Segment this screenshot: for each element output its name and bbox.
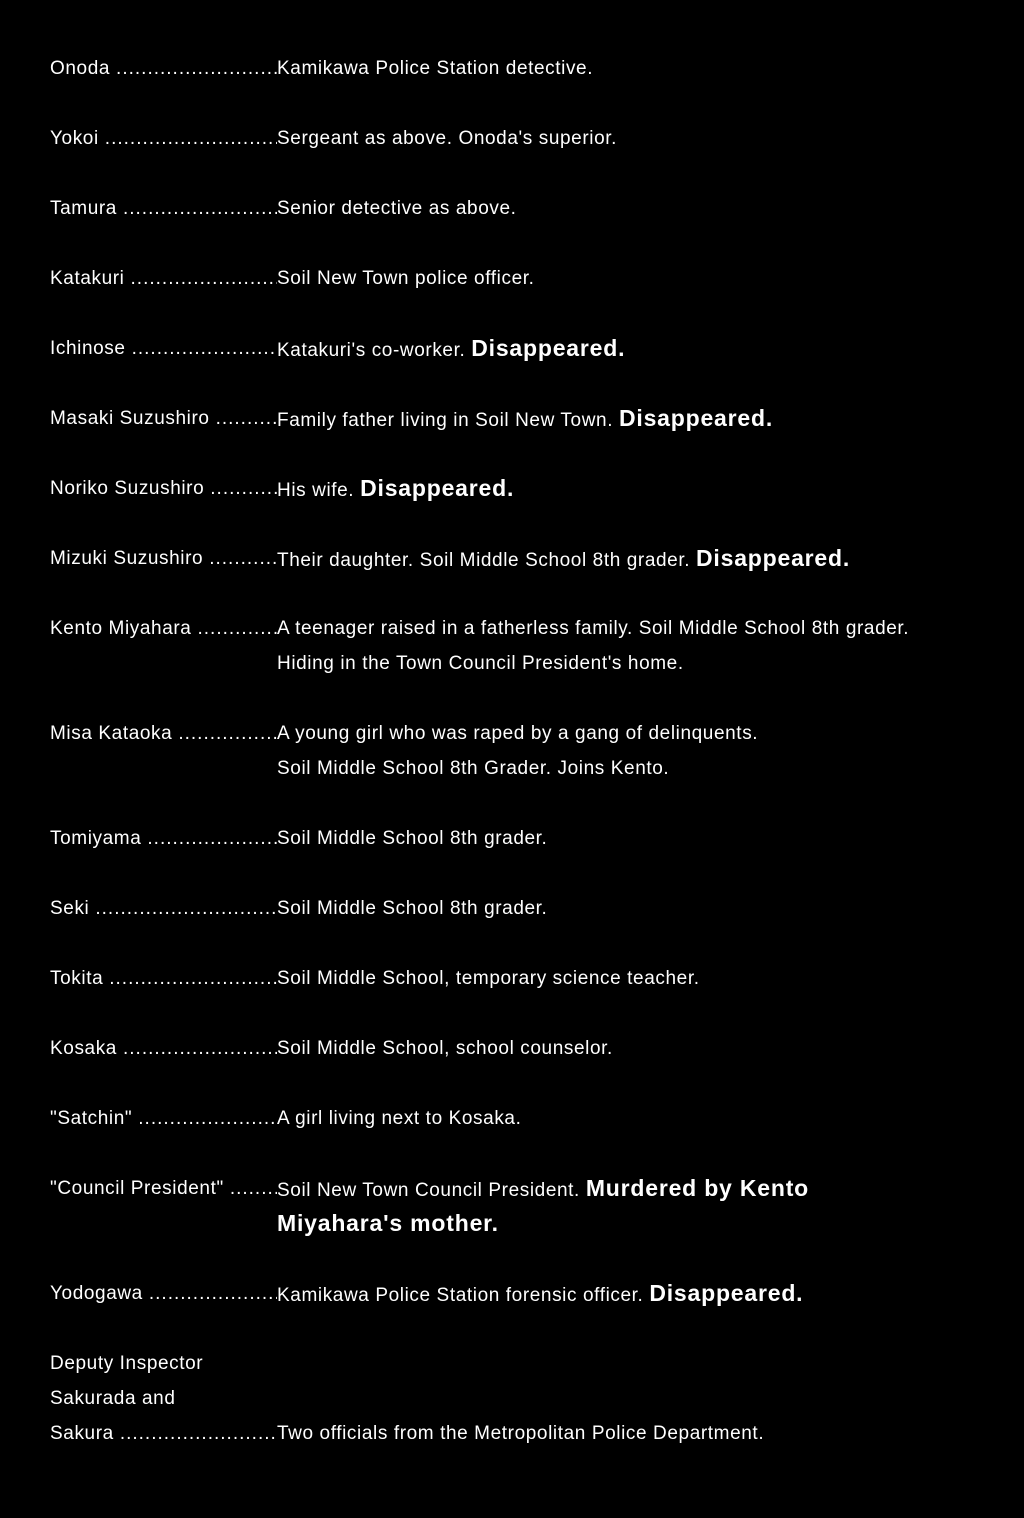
description-text: Kamikawa Police Station forensic officer. — [277, 1285, 644, 1306]
character-name-text: Katakuri — [50, 268, 125, 289]
description-text: Soil New Town Council President. — [277, 1180, 580, 1201]
character-name — [50, 121, 277, 156]
character-entry — [50, 471, 990, 506]
description-line — [277, 611, 977, 646]
dot-leader — [132, 331, 277, 366]
description-line — [277, 891, 977, 926]
dot-leader — [120, 1416, 277, 1451]
character-description — [277, 51, 977, 86]
description-line — [277, 646, 977, 681]
dot-leader — [216, 401, 277, 436]
character-name-line — [50, 51, 277, 86]
dot-leader — [147, 821, 277, 856]
character-name-line — [50, 1101, 277, 1136]
character-description — [277, 1346, 977, 1451]
character-entry — [50, 961, 990, 996]
character-entry — [50, 261, 990, 296]
character-name — [50, 611, 277, 646]
description-line — [277, 1171, 977, 1206]
character-name — [50, 401, 277, 436]
dot-leader — [210, 471, 277, 506]
character-name — [50, 1031, 277, 1066]
character-name-line — [50, 261, 277, 296]
description-line — [277, 401, 977, 436]
character-description — [277, 1171, 977, 1241]
description-text: A teenager raised in a fatherless family. Soil Middle School 8th grader. — [277, 618, 910, 639]
description-line — [277, 961, 977, 996]
status-emphasis: Miyahara's mother. — [277, 1210, 499, 1236]
character-name-text: Yodogawa — [50, 1283, 143, 1304]
character-name-line — [50, 121, 277, 156]
description-text: Hiding in the Town Council President's home. — [277, 653, 684, 674]
character-entry — [50, 541, 990, 576]
character-name-line — [50, 1171, 277, 1206]
character-description — [277, 891, 977, 926]
character-description — [277, 1101, 977, 1136]
character-description — [277, 331, 977, 366]
dot-leader — [138, 1101, 277, 1136]
dot-leader — [230, 1171, 277, 1206]
character-entry — [50, 1171, 990, 1241]
character-entry — [50, 1031, 990, 1066]
character-name — [50, 961, 277, 996]
character-description — [277, 1031, 977, 1066]
character-name — [50, 331, 277, 366]
character-description — [277, 716, 977, 786]
description-text: A girl living next to Kosaka. — [277, 1108, 522, 1129]
description-text: Soil New Town police officer. — [277, 268, 535, 289]
description-line — [277, 1206, 977, 1241]
character-description — [277, 261, 977, 296]
character-name-text: Mizuki Suzushiro — [50, 548, 204, 569]
character-name-text: Seki — [50, 898, 90, 919]
description-text: Soil Middle School 8th Grader. Joins Kento. — [277, 758, 670, 779]
character-entry — [50, 891, 990, 926]
character-name — [50, 51, 277, 86]
dot-leader — [131, 261, 277, 296]
character-name — [50, 1171, 277, 1206]
description-line — [277, 1381, 977, 1416]
description-text: Soil Middle School 8th grader. — [277, 898, 548, 919]
dot-leader — [123, 1031, 277, 1066]
dot-leader — [105, 121, 277, 156]
character-name-line — [50, 471, 277, 506]
description-line — [277, 1031, 977, 1066]
description-line — [277, 1101, 977, 1136]
description-line — [277, 471, 977, 506]
character-description — [277, 401, 977, 436]
description-text: Two officials from the Metropolitan Police Department. — [277, 1423, 765, 1444]
character-description — [277, 961, 977, 996]
character-name-line — [50, 821, 277, 856]
description-text: Soil Middle School, school counselor. — [277, 1038, 613, 1059]
character-description — [277, 471, 977, 506]
character-name-text: Yokoi — [50, 128, 99, 149]
status-emphasis: Disappeared. — [360, 475, 515, 501]
dot-leader — [209, 541, 277, 576]
dot-leader — [123, 191, 277, 226]
dot-leader — [178, 716, 277, 751]
character-name — [50, 716, 277, 751]
character-name-line — [50, 541, 277, 576]
status-emphasis: Disappeared. — [696, 545, 851, 571]
description-text: Family father living in Soil New Town. — [277, 410, 614, 431]
status-emphasis: Disappeared. — [471, 335, 626, 361]
character-description — [277, 1276, 977, 1311]
character-description — [277, 611, 977, 681]
character-name-text: Misa Kataoka — [50, 723, 173, 744]
character-name — [50, 1276, 277, 1311]
description-line — [277, 821, 977, 856]
character-name-text: Tamura — [50, 198, 117, 219]
description-text: Katakuri's co-worker. — [277, 340, 466, 361]
character-name-text: Deputy Inspector — [50, 1353, 204, 1374]
description-text: Kamikawa Police Station detective. — [277, 58, 594, 79]
character-name-line — [50, 331, 277, 366]
status-emphasis: Disappeared. — [649, 1280, 804, 1306]
character-name-line — [50, 1381, 277, 1416]
status-emphasis: Murdered by Kento — [585, 1175, 809, 1201]
character-name-line — [50, 716, 277, 751]
character-description — [277, 191, 977, 226]
character-name-text: Ichinose — [50, 338, 126, 359]
character-name — [50, 891, 277, 926]
description-text: Their daughter. Soil Middle School 8th grader. — [277, 550, 691, 571]
dot-leader — [197, 611, 277, 646]
description-text: His wife. — [277, 480, 355, 501]
character-entry — [50, 331, 990, 366]
character-description — [277, 541, 977, 576]
character-name-line — [50, 891, 277, 926]
dot-leader — [95, 891, 277, 926]
description-text: Sergeant as above. Onoda's superior. — [277, 128, 617, 149]
description-line — [277, 751, 977, 786]
character-name — [50, 821, 277, 856]
character-name-line — [50, 191, 277, 226]
character-name-text: Kento Miyahara — [50, 618, 192, 639]
description-line — [277, 331, 977, 366]
dot-leader — [116, 51, 277, 86]
character-name — [50, 261, 277, 296]
character-name-text: "Council President" — [50, 1178, 224, 1199]
description-text: Soil Middle School 8th grader. — [277, 828, 548, 849]
character-entry — [50, 51, 990, 86]
character-entry — [50, 191, 990, 226]
description-line — [277, 1416, 977, 1451]
character-description — [277, 121, 977, 156]
character-name-text: Tomiyama — [50, 828, 142, 849]
character-name-text: Tokita — [50, 968, 104, 989]
character-name-line — [50, 1346, 277, 1381]
character-name-line — [50, 1031, 277, 1066]
character-name — [50, 541, 277, 576]
description-line — [277, 51, 977, 86]
character-name-text: Onoda — [50, 58, 111, 79]
character-entry — [50, 121, 990, 156]
character-name — [50, 1101, 277, 1136]
character-list — [50, 51, 990, 1486]
character-entry — [50, 611, 990, 681]
description-line — [277, 1346, 977, 1381]
description-text: Soil Middle School, temporary science teacher. — [277, 968, 700, 989]
dot-leader — [109, 961, 277, 996]
character-name-line — [50, 1416, 277, 1451]
dot-leader — [149, 1276, 277, 1311]
character-name-text: "Satchin" — [50, 1108, 133, 1129]
character-name-line — [50, 961, 277, 996]
description-line — [277, 541, 977, 576]
character-description — [277, 821, 977, 856]
character-name — [50, 191, 277, 226]
character-name-text: Masaki Suzushiro — [50, 408, 210, 429]
character-name-text: Sakura — [50, 1423, 114, 1444]
character-entry — [50, 1101, 990, 1136]
character-entry — [50, 821, 990, 856]
character-entry — [50, 401, 990, 436]
character-name-line — [50, 611, 277, 646]
character-name-line — [50, 1276, 277, 1311]
description-line — [277, 1276, 977, 1311]
character-name-text: Noriko Suzushiro — [50, 478, 205, 499]
description-line — [277, 716, 977, 751]
character-name — [50, 471, 277, 506]
character-name-line — [50, 401, 277, 436]
character-entry — [50, 1346, 990, 1451]
description-line — [277, 191, 977, 226]
status-emphasis: Disappeared. — [618, 405, 774, 431]
character-entry — [50, 1276, 990, 1311]
description-line — [277, 121, 977, 156]
character-name — [50, 1346, 277, 1451]
character-entry — [50, 716, 990, 786]
character-name-text: Kosaka — [50, 1038, 117, 1059]
description-text: Senior detective as above. — [277, 198, 517, 219]
character-name-text: Sakurada and — [50, 1388, 176, 1409]
description-line — [277, 261, 977, 296]
description-text: A young girl who was raped by a gang of delinquents. — [277, 723, 759, 744]
